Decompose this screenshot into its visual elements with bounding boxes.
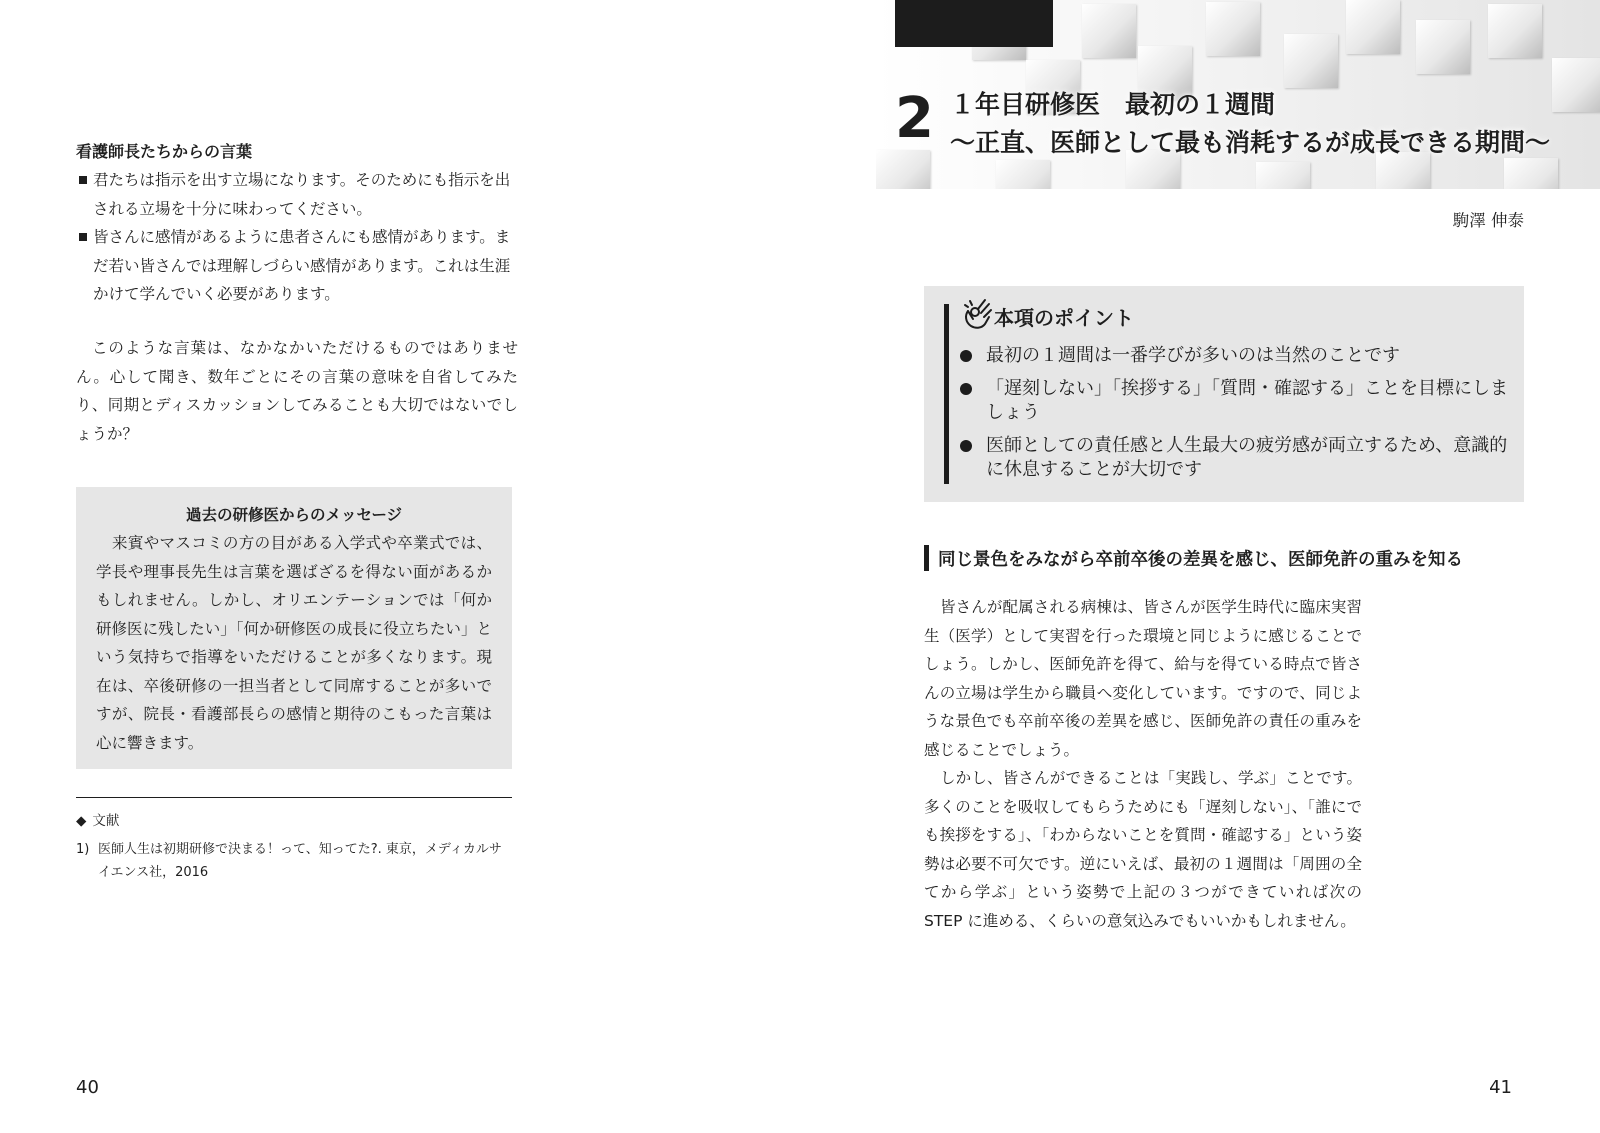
banner-tile [1488, 4, 1542, 58]
banner-tile [1256, 162, 1310, 189]
diamond-bullet-icon: ◆ [76, 813, 87, 829]
bullet-dot-icon [960, 440, 972, 452]
list-item-text: 「遅刻しない」「挨拶する」「質問・確認する」ことを目標にしましょう [986, 377, 1508, 423]
list-item [76, 223, 518, 309]
reference-number: 1) [76, 842, 90, 857]
ok-hand-icon [960, 297, 994, 331]
list-item [76, 166, 518, 223]
chapter-title: １年目研修医 最初の１週間 [950, 90, 1276, 119]
message-box-title: 過去の研修医からのメッセージ [185, 506, 403, 524]
list-item [960, 344, 1510, 369]
banner-tile [876, 150, 930, 189]
references-divider [76, 797, 512, 798]
list-item-text: 皆さんに感情があるように患者さんにも感情があります。まだ若い皆さんでは理解しづらい感情があります。これは生涯かけて学んでいく必要があります。 [93, 228, 511, 303]
bullet-dot-icon [960, 350, 972, 362]
banner-tile [1552, 58, 1600, 112]
banner-tile [996, 160, 1050, 189]
nurse-words-list [76, 166, 518, 309]
banner-tile [1206, 2, 1260, 56]
section-heading-text: 同じ景色をみながら卒前卒後の差異を感じ、医師免許の重みを知る [938, 550, 1463, 570]
page-number-right: 41 [1489, 1077, 1512, 1098]
list-item-text: 最初の１週間は一番学びが多いのは当然のことです [986, 345, 1400, 366]
list-item-text: 医師としての責任感と人生最大の疲労感が両立するため、意識的に休息することが大切です [986, 434, 1508, 480]
body-paragraph: このような言葉は、なかなかいただけるものではありません。心して聞き、数年ごとにその言葉の意味を自省してみたり、同期とディスカッションしてみることも大切ではないでしょうか？ [76, 339, 518, 443]
resident-message-box [76, 487, 512, 769]
author-name: 駒澤 伸泰 [1452, 211, 1524, 230]
key-points-list [960, 344, 1510, 491]
key-points-bar [944, 304, 949, 484]
banner-tile [1416, 20, 1470, 74]
body-paragraph: 皆さんが配属される病棟は、皆さんが医学生時代に臨床実習生（医学）として実習を行った環境と同じように感じることでしょう。しかし、医師免許を得て、給与を得ている時点で皆さんの立場は学生から職員へ変化しています。ですので、同じような景色でも卒前卒後の差異を感じ、医師免許の責任の重みを感じることでしょう。 [924, 598, 1362, 759]
bullet-dot-icon [960, 383, 972, 395]
key-points-title: 本項のポイント [994, 306, 1134, 330]
list-item-text: 君たちは指示を出す立場になります。そのためにも指示を出される立場を十分に味わってください。 [93, 171, 511, 218]
nurse-words-heading: 看護師長たちからの言葉 [76, 142, 253, 161]
chapter-number: 2 [895, 86, 934, 151]
page-number-left: 40 [76, 1077, 99, 1098]
chapter-subtitle: 〜正直、医師として最も消耗するが成長できる期間〜 [950, 128, 1551, 157]
references-heading [76, 809, 119, 829]
banner-tile [1504, 158, 1558, 189]
reference-text: 医師人生は初期研修で決まる！って、知ってた?. 東京，メディカルサイエンス社，2016 [98, 842, 502, 880]
banner-black-block [895, 0, 1053, 47]
key-points-box [924, 286, 1524, 502]
list-item [960, 377, 1510, 426]
banner-tile [1284, 34, 1338, 88]
section-heading [924, 544, 1524, 572]
banner-tile [1082, 4, 1136, 58]
section-heading-bar [924, 545, 929, 571]
square-bullet-icon [79, 233, 87, 241]
message-box-body: 来賓やマスコミの方の目がある入学式や卒業式では、学長や理事長先生は言葉を選ばざるを得ない面があるかもしれません。しかし、オリエンテーションでは「何か研修医に残したい」「何か研修医の成長に役立ちたい」という気持ちで指導をいただけることが多くなります。現在は、卒後研修の一担当者として同席することが多いですが、院長・看護部長らの感情と期待のこもった言葉は心に響きます。 [96, 534, 492, 752]
list-item [960, 434, 1510, 483]
references-heading-label: 文献 [92, 813, 120, 829]
square-bullet-icon [79, 176, 87, 184]
body-paragraph: しかし、皆さんができることは「実践し、学ぶ」ことです。多くのことを吸収してもらうためにも「遅刻しない」、「誰にでも挨拶をする」、「わからないことを質問・確認する」という姿勢は必要不可欠です。逆にいえば、最初の１週間は「周囲の全てから学ぶ」という姿勢で上記の３つができていれば次の STEP に進める、くらいの意気込みでもいいかもしれません。 [924, 769, 1362, 930]
banner-tile [1346, 0, 1400, 54]
